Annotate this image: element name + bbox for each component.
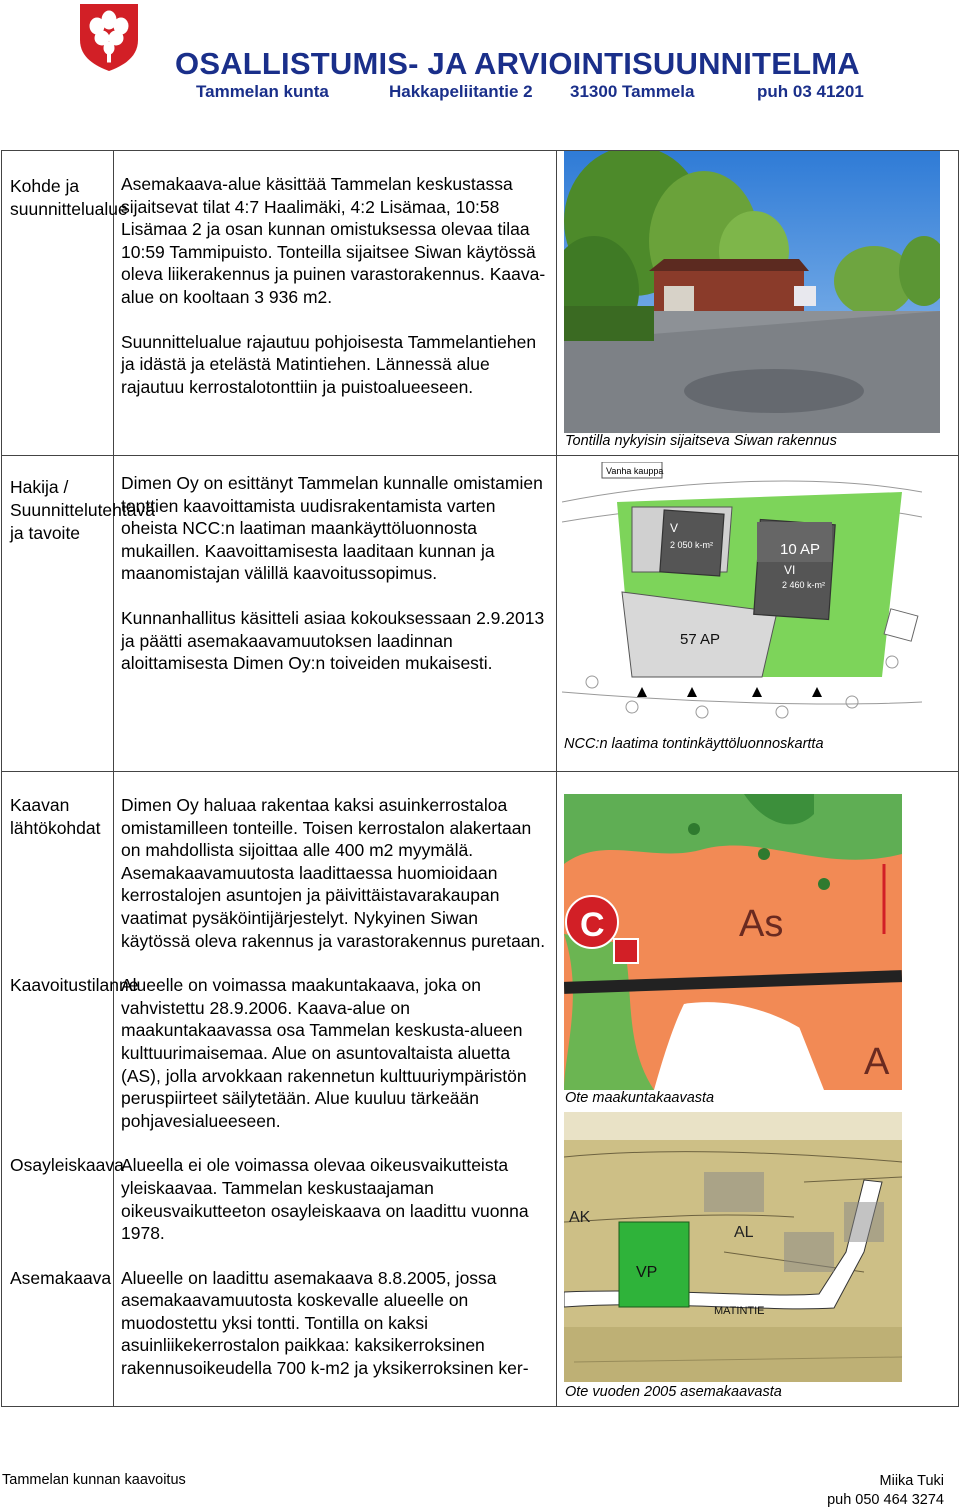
siwa-building-photo (564, 151, 940, 433)
svg-text:10 AP: 10 AP (780, 541, 821, 558)
caption-town-plan: Ote vuoden 2005 asemakaavasta (565, 1384, 782, 1400)
plan-table (1, 150, 959, 1407)
regional-plan-map (564, 794, 902, 1090)
footer-phone: puh 050 464 3274 (827, 1492, 944, 1508)
header-postal: 31300 Tammela (570, 82, 695, 101)
svg-text:AL: AL (734, 1224, 754, 1241)
svg-text:A: A (864, 1041, 890, 1083)
svg-text:VP: VP (636, 1264, 658, 1281)
label-osayleiskaava: Osayleiskaava (10, 1155, 124, 1175)
svg-text:57 AP: 57 AP (680, 631, 721, 648)
labels-col (2, 772, 139, 1290)
ncc-site-plan-map (562, 462, 922, 728)
text-kohde (114, 151, 549, 398)
text-hakija-p2: Kunnanhallitus käsitteli asiaa kokouksessaan 2.9.2013 ja päätti asemakaavamuutoksen laadinnan aloittamisesta Dimen Oy:n toiveiden mukaisesti. (121, 607, 545, 674)
svg-text:As: As (739, 903, 784, 945)
svg-text:C: C (580, 906, 605, 944)
svg-text:2 050 k-m²: 2 050 k-m² (670, 540, 714, 550)
header-phone: puh 03 41201 (757, 82, 864, 101)
page-title: OSALLISTUMIS- JA ARVIOINTISUUNNITELMA (175, 46, 860, 81)
caption-site-plan: NCC:n laatima tontinkäyttöluonnoskartta (564, 736, 824, 752)
text-hakija (114, 456, 549, 675)
svg-text:VI: VI (784, 563, 796, 577)
text-kohde-p2: Suunnittelualue rajautuu pohjoisesta Tammelantiehen ja idästä ja etelästä Matintiehen. Lännessä alue rajautuu kerrostalotonttiin ja puistoalueeseen. (121, 331, 537, 397)
footer-contact (827, 1472, 944, 1510)
svg-text:AK: AK (569, 1209, 591, 1226)
header-address: Hakkapeliitantie 2 (389, 82, 533, 101)
row-hakija (2, 456, 959, 772)
row-kohde (2, 151, 959, 456)
footer-organization: Tammelan kunnan kaavoitus (2, 1472, 186, 1488)
header-org: Tammelan kunta (196, 82, 329, 101)
text-lahtokohdat: Dimen Oy haluaa rakentaa kaksi asuinkerrostaloa omistamilleen tonteille. Toisen kerrostalon alakertaan on mahdollista sijoittaa alle 400 m2 myymälä. Asemakaavamuutosta laadittaessa huomioidaan kerrostalojen asuntojen ja päivittäistavarakaupan vaatimat pysäköintijärjestelyt. Nykyinen Siwan käytössä oleva rakennus ja varastorakennus puretaan. (121, 795, 546, 951)
footer-name: Miika Tuki (879, 1473, 944, 1489)
text-col (114, 772, 549, 1380)
caption-regional-plan: Ote maakuntakaavasta (565, 1090, 715, 1106)
label-asemakaava: Asemakaava (10, 1268, 112, 1288)
text-kaavoitustilanne: Alueelle on voimassa maakuntakaava, joka on vahvistettu 28.9.2006. Kaava-alue on maakuntakaavassa osa Tammelan keskusta-alueen kulttuurimaisemaa. Alue on asuntovaltaista aluetta (AS), jolla arvokkaan rakennetun kulttuuriympäristön peruspiirteet säilytetään. Alue kuuluu tärkeään pohjavesialueeseen. (121, 975, 527, 1131)
svg-text:Vanha kauppa: Vanha kauppa (606, 466, 664, 476)
svg-text:MATINTIE: MATINTIE (714, 1305, 765, 1317)
label-lahtokohdat: Kaavan lähtökohdat (10, 795, 101, 838)
text-kohde-p1: Asemakaava-alue käsittää Tammelan keskustassa sijaitsevat tilat 4:7 Haalimäki, 4:2 Lisämaa, 10:58 Lisämaa 2 ja osan kunnan omistuksessa olevaa tilaa 10:59 Tammipuisto. Tonteilla sijaitsee Siwan käytössä oleva liikerakennus ja puinen varastorakennus. Kaava-alue on kooltaan 3 936 m2. (121, 174, 546, 307)
label-hakija: Hakija / Suunnittelutehtävä ja tavoite (10, 477, 155, 543)
municipal-crest-logo (78, 2, 140, 72)
text-asemakaava: Alueelle on laadittu asemakaava 8.8.2005, jossa asemakaavamuutosta koskevalle alueelle on muodostettu yksi tontti. Tontilla on kaksi asuinliikekerrostalon paikkaa: kaksikerroksinen rakennusoikeudella 700 k-m2 ja yksikerroksinen ker- (121, 1267, 529, 1379)
svg-text:V: V (670, 521, 679, 535)
text-hakija-p1: Dimen Oy on esittänyt Tammelan kunnalle omistamien tonttien kaavoittamista uudisrakentamista varten oheista NCC:n laatiman maankäyttöluonnosta mukaillen. Kaavoittamisesta laaditaan kunnan ja maanomistajan välillä kaavoitussopimus. (121, 473, 543, 584)
label-kaavoitustilanne: Kaavoitustilanne (10, 975, 139, 995)
label-kohde: Kohde ja suunnittelualue (10, 176, 128, 219)
row-lahtokohdat (2, 772, 959, 1407)
caption-photo: Tontilla nykyisin sijaitseva Siwan rakennus (565, 433, 837, 449)
town-plan-map (564, 1112, 902, 1382)
svg-text:2 460 k-m²: 2 460 k-m² (782, 580, 826, 590)
text-osayleiskaava: Alueella ei ole voimassa olevaa oikeusvaikutteista yleiskaavaa. Tammelan keskustaajaman oikeusvaikutteeton osayleiskaava on laadittu vuonna 1978. (121, 1155, 529, 1244)
